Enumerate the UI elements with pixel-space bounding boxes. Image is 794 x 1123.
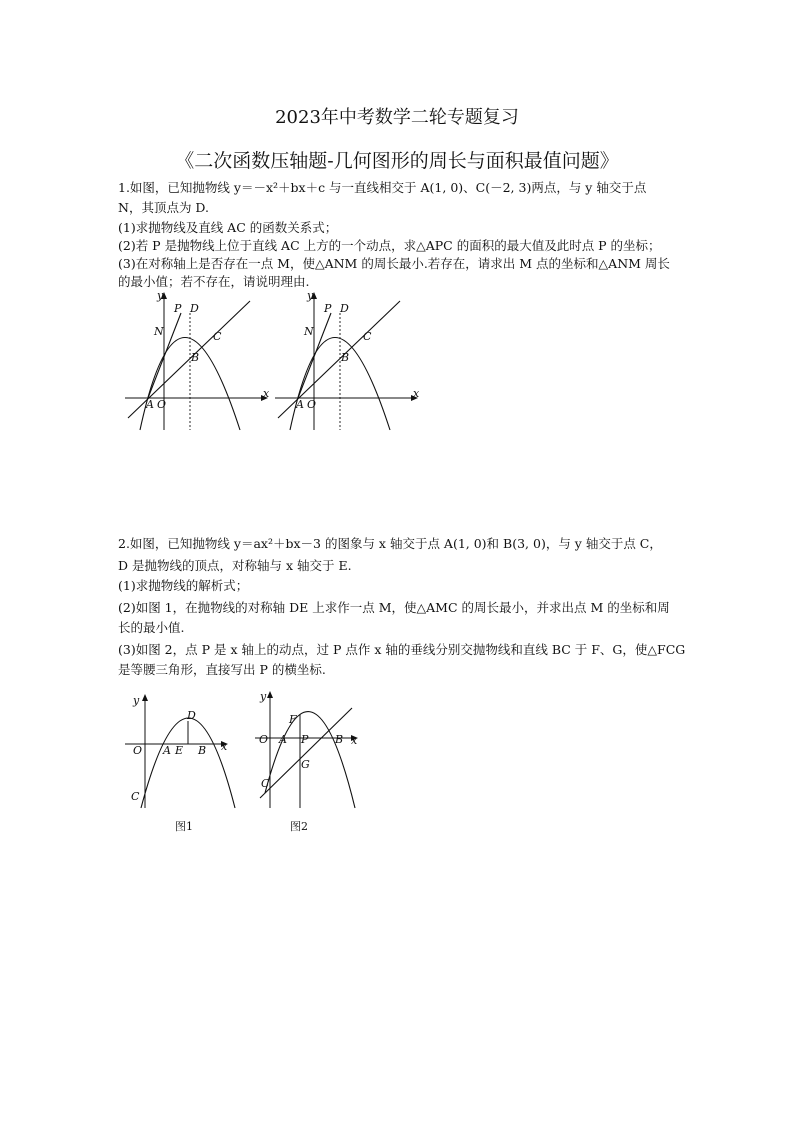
fig2a-label-A: A	[163, 744, 171, 757]
fig1l-label-P: P	[174, 302, 182, 315]
problem2-figure-2	[255, 688, 370, 838]
document-subtitle: 《二次函数压轴题-几何图形的周长与面积最值问题》	[175, 150, 619, 172]
fig2a-label-O: O	[133, 744, 143, 757]
problem1-line-6: 的最小值；若不存在，请说明理由.	[118, 274, 310, 289]
fig1r-label-B: B	[341, 351, 350, 364]
problem2-line-1: 2.如图，已知抛物线 y＝ax²＋bx－3 的图象与 x 轴交于点 A(1, 0)和 B(3, 0)，与 y 轴交于点 C，	[118, 536, 662, 551]
problem2-line-5: 长的最小值.	[118, 620, 185, 635]
fig2b-label-P: P	[301, 733, 309, 746]
fig2b-label-G: G	[301, 758, 310, 771]
fig1r-label-N: N	[304, 325, 314, 338]
problem2-line-7: 是等腰三角形，直接写出 P 的横坐标.	[118, 662, 326, 677]
fig1l-label-C: C	[213, 330, 222, 343]
fig2b-label-A: A	[279, 733, 287, 746]
problem2-figure-1	[125, 688, 240, 838]
fig2b-label-O: O	[259, 733, 269, 746]
problem2-line-3: (1)求抛物线的解析式；	[118, 578, 249, 593]
problem1-line-2: N，其顶点为 D.	[118, 200, 209, 215]
fig1l-label-y: y	[157, 289, 164, 302]
fig2a-label-y: y	[133, 694, 140, 707]
fig2b-label-x: x	[351, 734, 358, 747]
fig1l-label-A: A	[146, 398, 154, 411]
fig1l-label-x: x	[263, 387, 270, 400]
fig2a-label-x: x	[221, 740, 228, 753]
fig2a-label-E: E	[175, 744, 184, 757]
problem1-line-5: (3)在对称轴上是否存在一点 M，使△ANM 的周长最小.若存在，请求出 M 点的坐标和△ANM 周长	[118, 256, 670, 271]
fig1r-label-x: x	[413, 387, 420, 400]
problem1-line-1: 1.如图，已知抛物线 y＝－x²＋bx＋c 与一直线相交于 A(1, 0)、C(－2, 3)两点，与 y 轴交于点	[118, 180, 647, 195]
problem1-figure-right	[270, 285, 430, 435]
fig2a-label-B: B	[198, 744, 207, 757]
fig1r-label-y: y	[307, 289, 314, 302]
problem1-line-4: (2)若 P 是抛物线上位于直线 AC 上方的一个动点，求△APC 的面积的最大值及此时点 P 的坐标；	[118, 238, 661, 253]
fig2b-label-F: F	[289, 713, 297, 726]
problem2-line-2: D 是抛物线的顶点，对称轴与 x 轴交于 E.	[118, 558, 352, 573]
fig1l-label-D: D	[190, 302, 199, 315]
problem1-figure-left	[120, 285, 280, 435]
fig2b-label-y: y	[260, 690, 267, 703]
problem2-line-4: (2)如图 1，在抛物线的对称轴 DE 上求作一点 M，使△AMC 的周长最小，并求出点 M 的坐标和周	[118, 600, 670, 615]
fig2a-label-D: D	[187, 709, 196, 722]
document-title: 2023年中考数学二轮专题复习	[275, 107, 519, 128]
problem2-line-6: (3)如图 2，点 P 是 x 轴上的动点，过 P 点作 x 轴的垂线分别交抛物线和直线 BC 于 F、G，使△FCG	[118, 642, 686, 657]
fig1l-label-N: N	[154, 325, 164, 338]
fig1l-label-O: O	[157, 398, 167, 411]
fig2a-label-C: C	[131, 790, 140, 803]
fig2a-caption: 图1	[175, 820, 193, 833]
fig1r-label-D: D	[340, 302, 349, 315]
fig1l-label-B: B	[191, 351, 200, 364]
fig1r-label-P: P	[324, 302, 332, 315]
problem1-line-3: (1)求抛物线及直线 AC 的函数关系式；	[118, 220, 338, 235]
fig2b-label-C: C	[261, 777, 270, 790]
fig1r-label-A: A	[296, 398, 304, 411]
fig1r-label-C: C	[363, 330, 372, 343]
fig2b-label-B: B	[335, 733, 344, 746]
fig2b-caption: 图2	[290, 820, 308, 833]
fig1r-label-O: O	[307, 398, 317, 411]
